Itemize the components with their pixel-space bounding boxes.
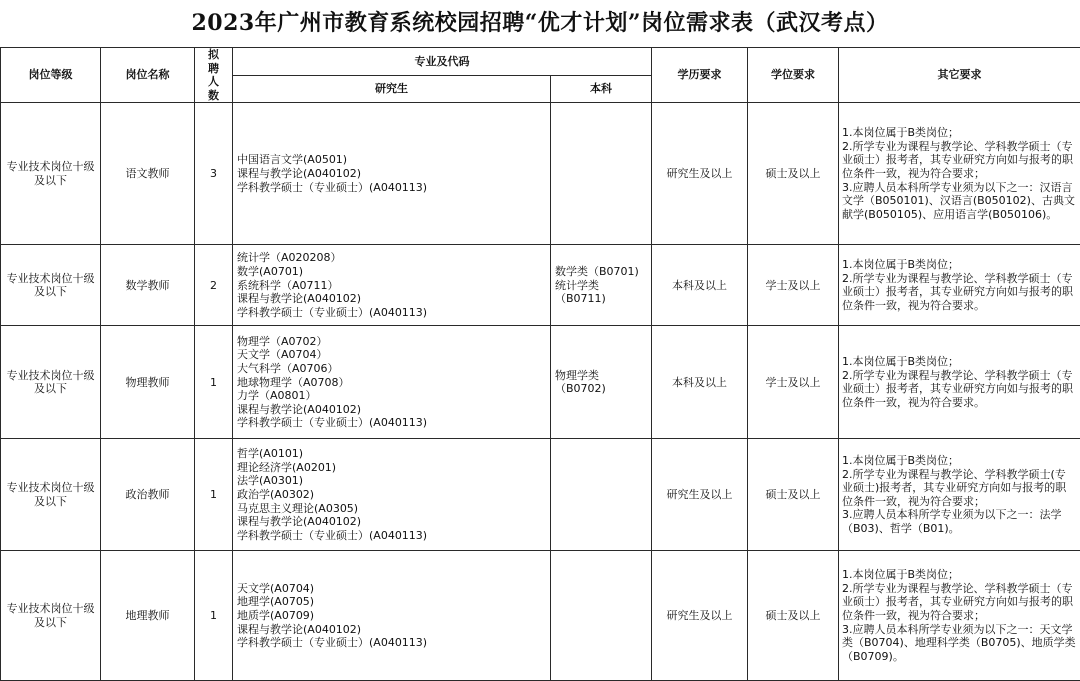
education-requirement: 本科及以上 <box>652 245 748 326</box>
table-row <box>1 551 1080 681</box>
education-requirement: 本科及以上 <box>652 326 748 439</box>
header-row <box>1 48 1080 76</box>
postgrad-majors-line: 课程与教学论(A040102) <box>237 403 546 417</box>
education-requirement: 研究生及以上 <box>652 103 748 245</box>
postgrad-majors-line: 法学(A0301) <box>237 474 546 488</box>
other-requirements-line: 1.本岗位属于B类岗位； <box>842 454 1076 468</box>
postgrad-majors-line: 学科教学硕士（专业硕士）(A040113) <box>237 181 546 195</box>
postgrad-majors-line: 学科教学硕士（专业硕士）(A040113) <box>237 529 546 543</box>
other-requirements-line: 2.所学专业为课程与教学论、学科教学硕士（专业硕士）报考者，其专业研究方向如与报考的职位条件一致，视为符合要求。 <box>842 272 1076 313</box>
other-requirements-line: 2.所学专业为课程与教学论、学科教学硕士（专业硕士）报考者，其专业研究方向如与报考的职位条件一致，视为符合要求； <box>842 582 1076 623</box>
postgrad-majors-line: 力学（A0801） <box>237 389 546 403</box>
degree-requirement: 硕士及以上 <box>748 551 839 681</box>
postgrad-majors-line: 系统科学（A0711） <box>237 279 546 293</box>
position-name: 地理教师 <box>101 551 195 681</box>
undergrad-majors <box>551 245 652 326</box>
position-level: 专业技术岗位十级及以下 <box>1 103 101 245</box>
job-requirements-table <box>0 47 1080 681</box>
other-requirements-line: 3.应聘人员本科所学专业须为以下之一：法学（B03)、哲学（B01)。 <box>842 508 1076 535</box>
undergrad-majors-line: 数学类（B0701) <box>555 265 647 279</box>
other-requirements-line: 1.本岗位属于B类岗位； <box>842 568 1076 582</box>
undergrad-majors <box>551 326 652 439</box>
page-title: 2023年广州市教育系统校园招聘“优才计划”岗位需求表（武汉考点） <box>0 0 1080 46</box>
postgrad-majors-line: 学科教学硕士（专业硕士）(A040113) <box>237 306 546 320</box>
degree-requirement: 学士及以上 <box>748 326 839 439</box>
postgrad-majors-line: 数学(A0701) <box>237 265 546 279</box>
undergrad-majors-line: 统计学类 <box>555 279 647 293</box>
postgrad-majors <box>233 103 551 245</box>
postgrad-majors-line: 地质学(A0709) <box>237 609 546 623</box>
table-row <box>1 326 1080 439</box>
postgrad-majors <box>233 245 551 326</box>
postgrad-majors <box>233 326 551 439</box>
table-row <box>1 245 1080 326</box>
table-row <box>1 103 1080 245</box>
education-requirement: 研究生及以上 <box>652 551 748 681</box>
position-level: 专业技术岗位十级及以下 <box>1 551 101 681</box>
other-requirements-line: 2.所学专业为课程与教学论、学科教学硕士(专业硕士)报考者，其专业研究方向如与报考的职位条件一致，视为符合要求； <box>842 468 1076 509</box>
undergrad-majors <box>551 439 652 551</box>
header-count: 拟聘人数 <box>195 48 233 103</box>
position-name: 物理教师 <box>101 326 195 439</box>
postgrad-majors-line: 哲学(A0101) <box>237 447 546 461</box>
position-count: 1 <box>195 439 233 551</box>
position-level: 专业技术岗位十级及以下 <box>1 439 101 551</box>
undergrad-majors-line: 物理学类 <box>555 369 647 383</box>
header-undergrad: 本科 <box>551 75 652 103</box>
other-requirements-line: 1.本岗位属于B类岗位； <box>842 258 1076 272</box>
position-count: 3 <box>195 103 233 245</box>
header-name: 岗位名称 <box>101 48 195 103</box>
education-requirement: 研究生及以上 <box>652 439 748 551</box>
header-other: 其它要求 <box>839 48 1080 103</box>
undergrad-majors <box>551 103 652 245</box>
other-requirements-line: 2.所学专业为课程与教学论、学科教学硕士（专业硕士）报考者，其专业研究方向如与报考的职位条件一致，视为符合要求； <box>842 140 1076 181</box>
undergrad-majors-line: （B0702) <box>555 382 647 396</box>
undergrad-majors <box>551 551 652 681</box>
postgrad-majors-line: 课程与教学论(A040102) <box>237 623 546 637</box>
position-level: 专业技术岗位十级及以下 <box>1 245 101 326</box>
position-name: 语文教师 <box>101 103 195 245</box>
postgrad-majors-line: 课程与教学论(A040102) <box>237 167 546 181</box>
header-education: 学历要求 <box>652 48 748 103</box>
other-requirements <box>839 245 1080 326</box>
position-count: 2 <box>195 245 233 326</box>
postgrad-majors-line: 大气科学（A0706） <box>237 362 546 376</box>
position-count: 1 <box>195 551 233 681</box>
postgrad-majors <box>233 439 551 551</box>
other-requirements-line: 3.应聘人员本科所学专业须为以下之一：天文学类（B0704)、地理科学类（B0705)、地质学类（B0709)。 <box>842 623 1076 664</box>
header-degree: 学位要求 <box>748 48 839 103</box>
other-requirements <box>839 326 1080 439</box>
postgrad-majors <box>233 551 551 681</box>
postgrad-majors-line: 物理学（A0702） <box>237 335 546 349</box>
table-row <box>1 439 1080 551</box>
position-level: 专业技术岗位十级及以下 <box>1 326 101 439</box>
position-name: 政治教师 <box>101 439 195 551</box>
header-major-code: 专业及代码 <box>233 48 652 76</box>
postgrad-majors-line: 中国语言文学(A0501) <box>237 153 546 167</box>
postgrad-majors-line: 课程与教学论(A040102) <box>237 515 546 529</box>
postgrad-majors-line: 统计学（A020208） <box>237 251 546 265</box>
other-requirements-line: 2.所学专业为课程与教学论、学科教学硕士（专业硕士）报考者，其专业研究方向如与报考的职位条件一致，视为符合要求。 <box>842 369 1076 410</box>
postgrad-majors-line: 理论经济学(A0201) <box>237 461 546 475</box>
postgrad-majors-line: 马克思主义理论(A0305) <box>237 502 546 516</box>
undergrad-majors-line: （B0711) <box>555 292 647 306</box>
position-count: 1 <box>195 326 233 439</box>
postgrad-majors-line: 地理学(A0705) <box>237 595 546 609</box>
header-level: 岗位等级 <box>1 48 101 103</box>
other-requirements <box>839 551 1080 681</box>
postgrad-majors-line: 地球物理学（A0708） <box>237 376 546 390</box>
position-name: 数学教师 <box>101 245 195 326</box>
degree-requirement: 硕士及以上 <box>748 439 839 551</box>
postgrad-majors-line: 天文学(A0704) <box>237 582 546 596</box>
postgrad-majors-line: 课程与教学论(A040102) <box>237 292 546 306</box>
other-requirements-line: 1.本岗位属于B类岗位； <box>842 126 1076 140</box>
other-requirements <box>839 103 1080 245</box>
postgrad-majors-line: 学科教学硕士（专业硕士）(A040113) <box>237 416 546 430</box>
other-requirements-line: 3.应聘人员本科所学专业须为以下之一：汉语言文学（B050101)、汉语言(B050102)、古典文献学(B050105)、应用语言学(B050106)。 <box>842 181 1076 222</box>
other-requirements-line: 1.本岗位属于B类岗位； <box>842 355 1076 369</box>
postgrad-majors-line: 学科教学硕士（专业硕士）(A040113) <box>237 636 546 650</box>
postgrad-majors-line: 天文学（A0704） <box>237 348 546 362</box>
degree-requirement: 硕士及以上 <box>748 103 839 245</box>
other-requirements <box>839 439 1080 551</box>
postgrad-majors-line: 政治学(A0302) <box>237 488 546 502</box>
degree-requirement: 学士及以上 <box>748 245 839 326</box>
header-postgrad: 研究生 <box>233 75 551 103</box>
